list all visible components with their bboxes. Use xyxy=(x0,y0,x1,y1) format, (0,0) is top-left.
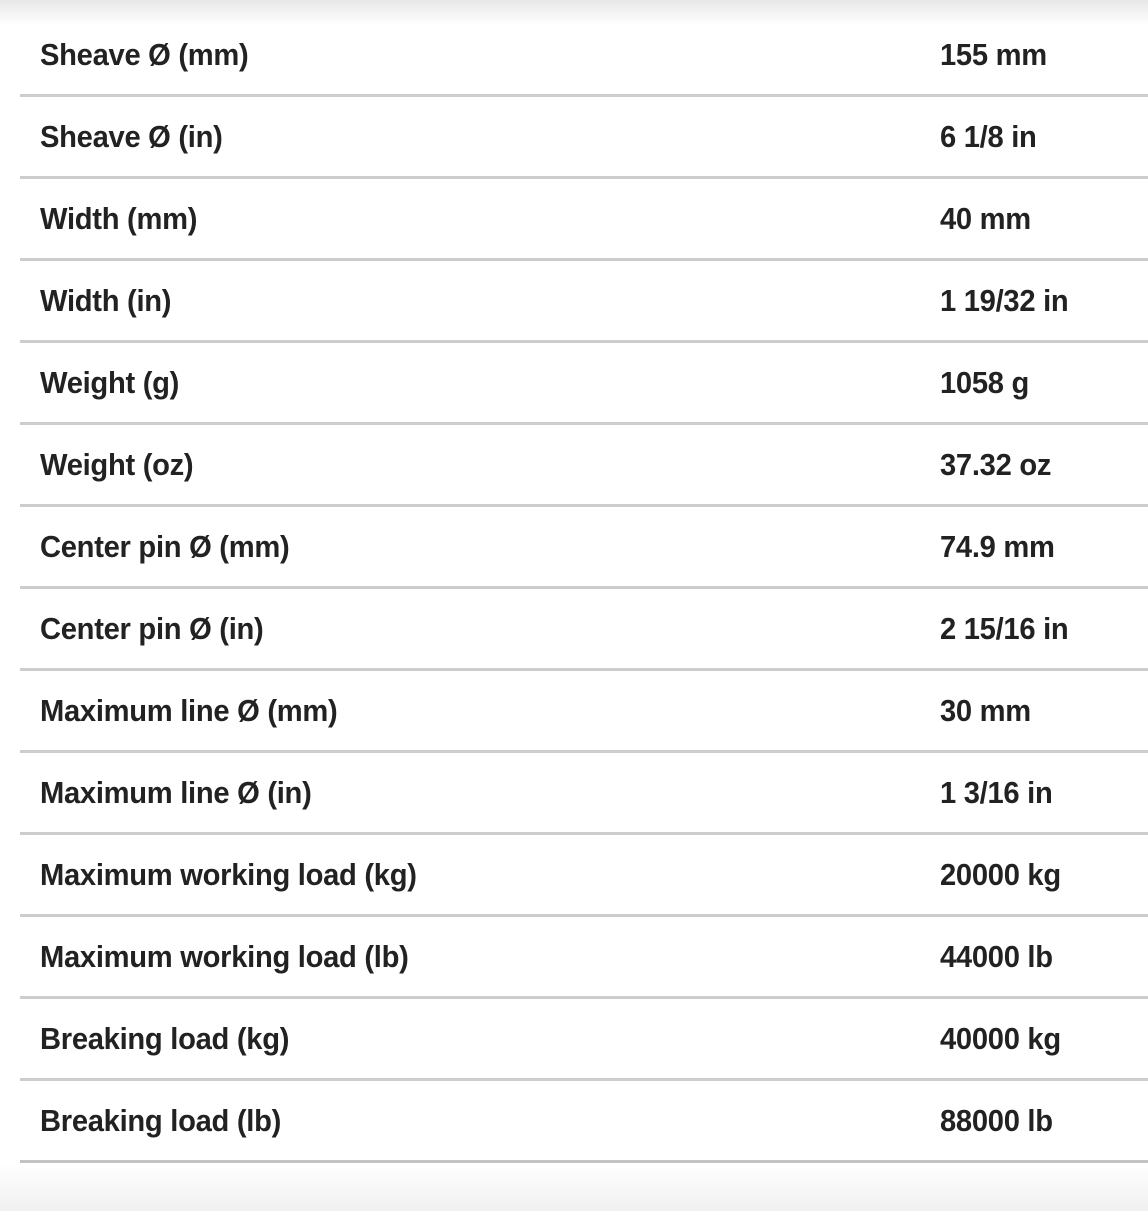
spec-value: 74.9 mm xyxy=(940,529,1055,564)
spec-row xyxy=(0,671,1148,750)
spec-value: 155 mm xyxy=(940,37,1047,72)
spec-label: Sheave Ø (in) xyxy=(40,119,223,155)
spec-row xyxy=(0,917,1148,996)
spec-row xyxy=(0,261,1148,340)
spec-value: 40 mm xyxy=(940,201,1031,236)
spec-value: 20000 kg xyxy=(940,857,1061,892)
spec-row xyxy=(0,425,1148,504)
spec-value: 30 mm xyxy=(940,693,1031,728)
spec-row xyxy=(0,1081,1148,1160)
bottom-edge-fade xyxy=(0,1163,1148,1211)
spec-value: 88000 lb xyxy=(940,1103,1053,1138)
spec-label: Width (in) xyxy=(40,283,172,319)
spec-label: Center pin Ø (in) xyxy=(40,611,264,647)
spec-row xyxy=(0,507,1148,586)
spec-label: Maximum working load (lb) xyxy=(40,939,409,975)
spec-value: 2 15/16 in xyxy=(940,611,1069,646)
spec-row xyxy=(0,343,1148,422)
spec-label: Weight (g) xyxy=(40,365,180,401)
spec-label: Sheave Ø (mm) xyxy=(40,37,249,73)
spec-label: Center pin Ø (mm) xyxy=(40,529,290,565)
spec-row xyxy=(0,753,1148,832)
spec-value: 6 1/8 in xyxy=(940,119,1037,154)
spec-row xyxy=(0,15,1148,94)
spec-value: 1 3/16 in xyxy=(940,775,1053,810)
spec-value: 44000 lb xyxy=(940,939,1053,974)
spec-label: Width (mm) xyxy=(40,201,198,237)
spec-label: Maximum working load (kg) xyxy=(40,857,417,893)
spec-value: 40000 kg xyxy=(940,1021,1061,1056)
spec-value: 1 19/32 in xyxy=(940,283,1069,318)
spec-label: Weight (oz) xyxy=(40,447,194,483)
spec-row xyxy=(0,97,1148,176)
spec-row xyxy=(0,179,1148,258)
spec-row xyxy=(0,589,1148,668)
spec-row xyxy=(0,999,1148,1078)
spec-label: Breaking load (kg) xyxy=(40,1021,290,1057)
spec-label: Maximum line Ø (in) xyxy=(40,775,312,811)
spec-label: Breaking load (lb) xyxy=(40,1103,282,1139)
spec-row xyxy=(0,835,1148,914)
spec-value: 37.32 oz xyxy=(940,447,1052,482)
spec-value: 1058 g xyxy=(940,365,1030,400)
spec-label: Maximum line Ø (mm) xyxy=(40,693,338,729)
